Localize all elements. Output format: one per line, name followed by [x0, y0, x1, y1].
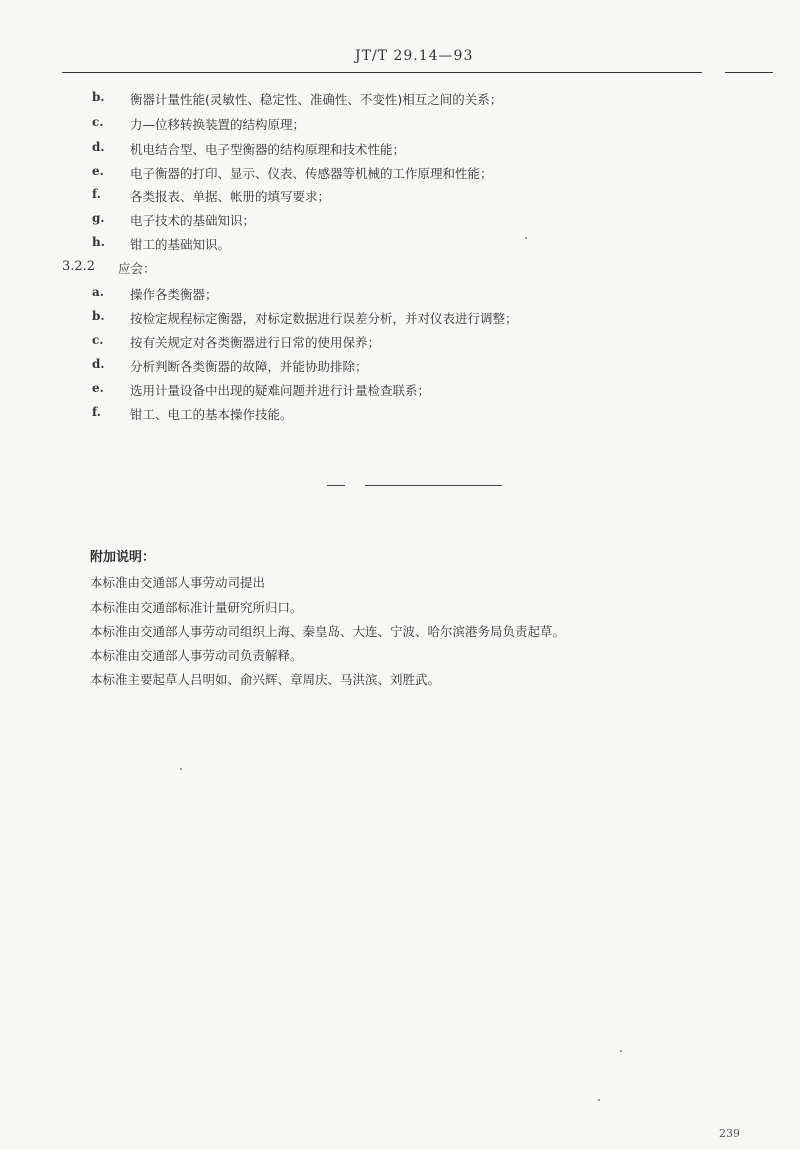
list-item: 各类报表、单据、帐册的填写要求； — [130, 189, 331, 204]
list-item-letter: e. — [92, 164, 104, 178]
scan-speck — [620, 1050, 622, 1052]
list-item-letter: b. — [92, 309, 105, 323]
section-number: 3.2.2 — [62, 259, 96, 274]
note-line: 本标准由交通部人事劳动司负责解释。 — [90, 648, 303, 663]
list-item: 力—位移转换装置的结构原理； — [130, 117, 306, 132]
list-item-letter: h. — [92, 235, 105, 249]
list-item: 电子衡器的打印、显示、仪表、传感器等机械的工作原理和性能； — [130, 166, 493, 181]
list-item: 机电结合型、电子型衡器的结构原理和技术性能； — [130, 142, 406, 157]
list-item: 按检定规程标定衡器，对标定数据进行误差分析，并对仪表进行调整； — [130, 311, 518, 326]
list-item-letter: f. — [92, 187, 101, 201]
scan-speck — [180, 768, 182, 770]
list-item: 操作各类衡器； — [130, 287, 218, 302]
list-item-letter: f. — [92, 405, 101, 419]
list-item-letter: b. — [92, 90, 105, 104]
header-rule — [62, 72, 702, 73]
list-item-letter: g. — [92, 211, 105, 225]
list-item: 钳工、电工的基本操作技能。 — [130, 407, 293, 422]
header-rule-right — [725, 72, 773, 73]
end-separator-long — [365, 485, 502, 486]
list-item-letter: c. — [92, 333, 104, 347]
page-number: 239 — [719, 1127, 740, 1140]
note-line: 本标准主要起草人吕明如、俞兴辉、章周庆、马洪滨、刘胜武。 — [90, 672, 441, 687]
list-item: 钳工的基础知识。 — [130, 237, 231, 252]
list-item: 分析判断各类衡器的故障，并能协助排除； — [130, 359, 368, 374]
note-line: 本标准由交通部标准计量研究所归口。 — [90, 600, 303, 615]
standard-code: JT/T 29.14—93 — [355, 48, 474, 64]
end-separator-short — [327, 485, 345, 486]
list-item: 按有关规定对各类衡器进行日常的使用保养； — [130, 335, 381, 350]
note-line: 本标准由交通部人事劳动司组织上海、秦皇岛、大连、宁波、哈尔滨港务局负责起草。 — [90, 624, 566, 639]
list-item-letter: a. — [92, 285, 104, 299]
list-item: 衡器计量性能(灵敏性、稳定性、准确性、不变性)相互之间的关系； — [130, 92, 503, 107]
list-item: 电子技术的基础知识； — [130, 213, 256, 228]
list-item-letter: d. — [92, 140, 105, 154]
note-line: 本标准由交通部人事劳动司提出 — [90, 575, 266, 590]
list-item-letter: d. — [92, 357, 105, 371]
list-item-letter: c. — [92, 115, 104, 129]
section-title: 应会： — [118, 261, 156, 276]
notes-title: 附加说明： — [90, 550, 156, 565]
list-item-letter: e. — [92, 381, 104, 395]
scan-speck — [525, 237, 527, 239]
scan-speck — [598, 1099, 600, 1101]
list-item: 选用计量设备中出现的疑难问题并进行计量检查联系； — [130, 383, 431, 398]
